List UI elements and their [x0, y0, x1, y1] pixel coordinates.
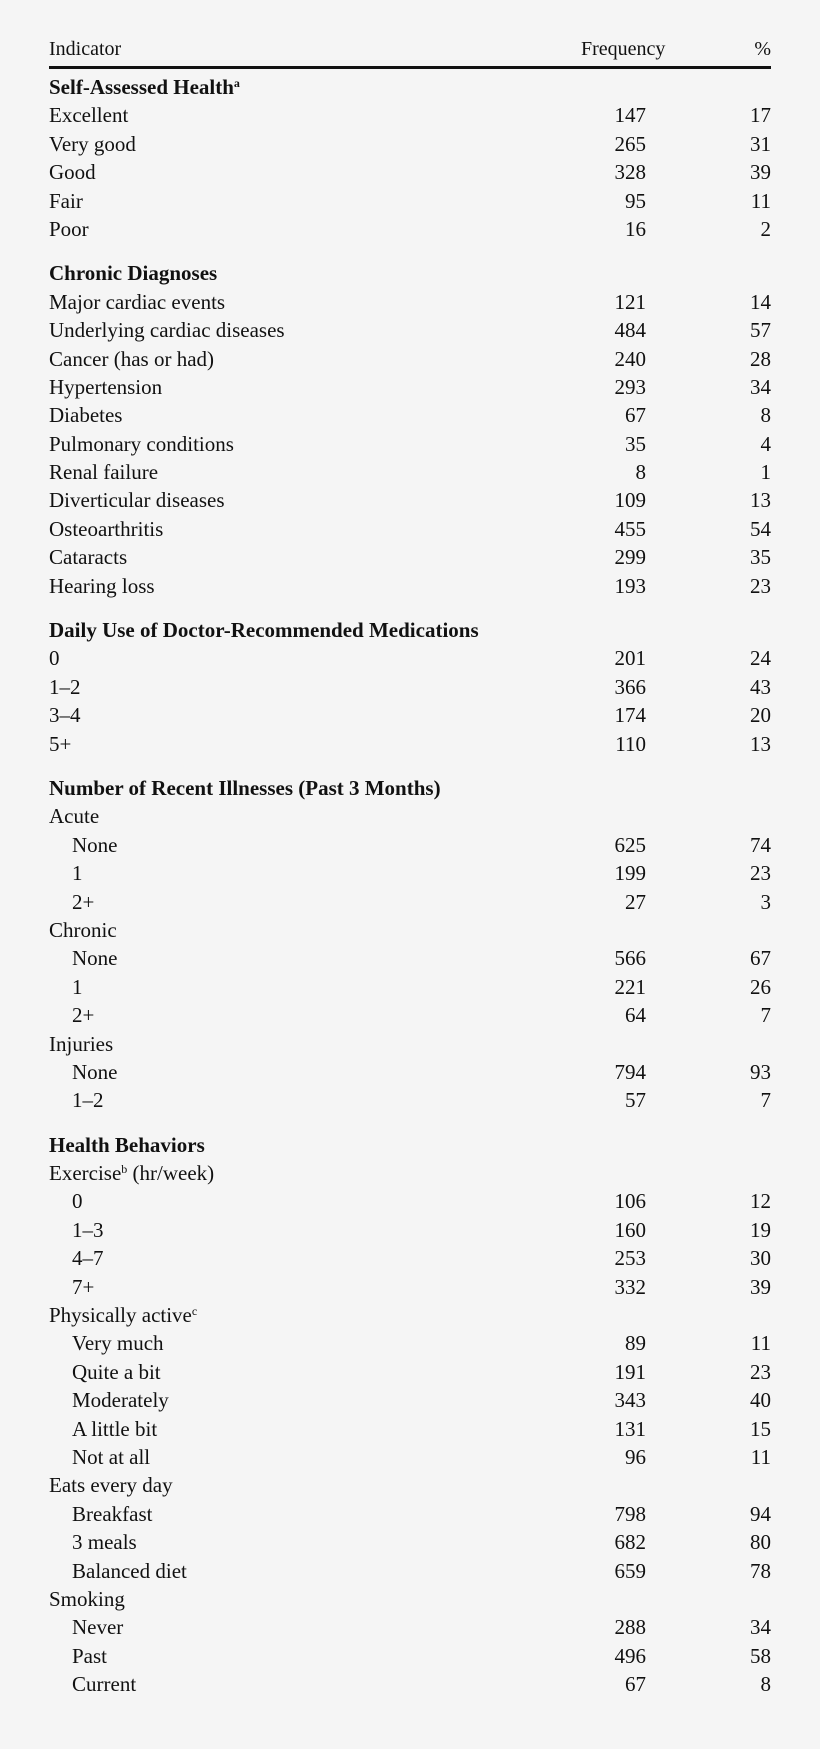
- table-row: [49, 1244, 771, 1272]
- table-row: [49, 1001, 771, 1029]
- footnote-marker: b: [121, 1162, 128, 1177]
- header-percent: %: [754, 38, 771, 60]
- row-frequency: 343: [614, 1388, 646, 1413]
- row-percent: 11: [750, 1444, 771, 1469]
- row-label: Hypertension: [49, 374, 163, 399]
- row-label: Osteoarthritis: [49, 516, 164, 541]
- row-label: 3 meals: [72, 1530, 137, 1555]
- row-label: Physically active$^c$: [49, 1303, 198, 1328]
- row-percent: 20: [750, 703, 771, 728]
- row-percent: 54: [750, 516, 771, 541]
- row-label: Quite a bit: [72, 1359, 161, 1384]
- row-label: Very much: [72, 1331, 164, 1356]
- row-percent: 24: [750, 646, 771, 671]
- row-frequency: 659: [614, 1558, 646, 1583]
- row-label: Major cardiac events: [49, 289, 226, 314]
- table-row: [49, 1159, 771, 1187]
- row-label: 0: [72, 1189, 83, 1214]
- table-row: [49, 916, 771, 944]
- table-row: [49, 1058, 771, 1086]
- row-frequency: 221: [614, 974, 646, 999]
- row-percent: 11: [750, 188, 771, 213]
- row-frequency: 67: [625, 403, 646, 428]
- row-frequency: 57: [625, 1088, 646, 1113]
- row-label: 0: [49, 646, 60, 671]
- row-label: Hearing loss: [49, 573, 155, 598]
- footnote-marker: c: [191, 1304, 198, 1319]
- table-row: [49, 316, 771, 344]
- row-label: Eats every day: [49, 1473, 173, 1498]
- section-title-text: Health Behaviors: [49, 1132, 205, 1157]
- table-row: [49, 430, 771, 458]
- row-frequency: 160: [614, 1217, 646, 1242]
- row-percent: 80: [750, 1530, 771, 1555]
- row-frequency: 96: [625, 1444, 646, 1469]
- row-label: Pulmonary conditions: [49, 431, 234, 456]
- row-percent: 28: [750, 346, 771, 371]
- table-section: [49, 774, 771, 1115]
- row-percent: 23: [750, 1359, 771, 1384]
- row-label: Very good: [49, 131, 136, 156]
- table-row: [49, 1642, 771, 1670]
- row-frequency: 328: [614, 160, 646, 185]
- table-row: [49, 215, 771, 243]
- row-frequency: 484: [614, 318, 646, 343]
- row-frequency: 253: [614, 1246, 646, 1271]
- row-label: Not at all: [72, 1444, 151, 1469]
- row-frequency: 147: [614, 103, 646, 128]
- section-title-text: Number of Recent Illnesses (Past 3 Months): [49, 775, 441, 800]
- table-row: [49, 401, 771, 429]
- row-label: 3–4: [49, 703, 81, 728]
- row-frequency: 35: [625, 431, 646, 456]
- row-frequency: 121: [614, 289, 646, 314]
- table-row: [49, 158, 771, 186]
- row-percent: 67: [750, 946, 771, 971]
- table-row: [49, 1613, 771, 1641]
- row-frequency: 625: [614, 832, 646, 857]
- table-row: [49, 288, 771, 316]
- row-label: Diverticular diseases: [49, 488, 225, 513]
- row-percent: 19: [750, 1217, 771, 1242]
- row-label: None: [72, 1059, 118, 1084]
- row-percent: 7: [760, 1088, 771, 1113]
- row-label: A little bit: [72, 1416, 158, 1441]
- row-percent: 4: [760, 431, 771, 456]
- table-row: [49, 1557, 771, 1585]
- table-row: [49, 572, 771, 600]
- table-row: [49, 1086, 771, 1114]
- row-percent: 7: [760, 1003, 771, 1028]
- row-frequency: 110: [615, 731, 646, 756]
- row-percent: 40: [750, 1388, 771, 1413]
- row-frequency: 106: [614, 1189, 646, 1214]
- row-percent: 94: [750, 1501, 771, 1526]
- row-label: Exercise$^b$ (hr/week): [49, 1161, 215, 1186]
- row-frequency: 366: [614, 674, 646, 699]
- table-row: [49, 1301, 771, 1329]
- footnote-marker: a: [233, 76, 240, 90]
- section-title-text: Daily Use of Doctor-Recommended Medications: [49, 618, 479, 643]
- row-percent: 93: [750, 1059, 771, 1084]
- section-title-text: Chronic Diagnoses: [49, 261, 218, 286]
- table-section: [49, 73, 771, 243]
- row-frequency: 95: [625, 188, 646, 213]
- row-frequency: 109: [614, 488, 646, 513]
- row-frequency: 455: [614, 516, 646, 541]
- row-label: None: [72, 946, 118, 971]
- row-label: 2+: [72, 1003, 95, 1028]
- section-title: [49, 616, 771, 644]
- row-percent: 8: [760, 1672, 771, 1697]
- row-frequency: 199: [614, 861, 646, 886]
- row-label: Balanced diet: [72, 1558, 187, 1583]
- row-percent: 39: [750, 1274, 771, 1299]
- table-section: [49, 259, 771, 600]
- row-frequency: 27: [625, 889, 646, 914]
- row-percent: 43: [750, 674, 771, 699]
- row-label: Good: [49, 160, 96, 185]
- table-row: [49, 130, 771, 158]
- table-section: [49, 616, 771, 758]
- row-frequency: 64: [625, 1003, 646, 1028]
- row-frequency: 191: [614, 1359, 646, 1384]
- row-frequency: 8: [635, 460, 646, 485]
- section-title: [49, 1131, 771, 1159]
- table-row: [49, 730, 771, 758]
- section-title: [49, 774, 771, 802]
- row-frequency: 798: [614, 1501, 646, 1526]
- section-title: [49, 259, 771, 287]
- table-row: [49, 101, 771, 129]
- table-row: [49, 1585, 771, 1613]
- table-row: [49, 1528, 771, 1556]
- row-label: Current: [72, 1672, 137, 1697]
- row-percent: 11: [750, 1331, 771, 1356]
- row-percent: 30: [750, 1246, 771, 1271]
- table-row: [49, 1030, 771, 1058]
- row-label: Renal failure: [49, 460, 159, 485]
- table-row: [49, 1471, 771, 1499]
- row-frequency: 240: [614, 346, 646, 371]
- row-label: Underlying cardiac diseases: [49, 318, 285, 343]
- row-label: 1: [72, 861, 83, 886]
- row-label: Cataracts: [49, 545, 128, 570]
- row-frequency: 67: [625, 1672, 646, 1697]
- row-label: Chronic: [49, 917, 117, 942]
- row-frequency: 201: [614, 646, 646, 671]
- row-label: Moderately: [72, 1388, 169, 1413]
- row-percent: 39: [750, 160, 771, 185]
- table-row: [49, 1443, 771, 1471]
- row-percent: 35: [750, 545, 771, 570]
- row-label: Cancer (has or had): [49, 346, 215, 371]
- row-percent: 3: [760, 889, 771, 914]
- row-percent: 31: [750, 131, 771, 156]
- table-row: [49, 1358, 771, 1386]
- row-label: Poor: [49, 216, 89, 241]
- row-frequency: 332: [614, 1274, 646, 1299]
- row-label: 1: [72, 974, 83, 999]
- row-percent: 34: [750, 374, 771, 399]
- row-percent: 8: [760, 403, 771, 428]
- table-row: [49, 644, 771, 672]
- row-label: Breakfast: [72, 1501, 153, 1526]
- section-title-text: Self-Assessed Health$^a$: [49, 75, 240, 99]
- row-label: Never: [72, 1615, 124, 1640]
- row-percent: 13: [750, 488, 771, 513]
- row-label: Fair: [49, 188, 83, 213]
- table-row: [49, 973, 771, 1001]
- row-frequency: 265: [614, 131, 646, 156]
- row-label: Past: [72, 1643, 108, 1668]
- row-frequency: 682: [614, 1530, 646, 1555]
- table-row: [49, 373, 771, 401]
- row-label: 5+: [49, 731, 72, 756]
- row-percent: 57: [750, 318, 771, 343]
- row-percent: 1: [760, 460, 771, 485]
- row-label: Injuries: [49, 1031, 114, 1056]
- row-percent: 14: [750, 289, 771, 314]
- row-frequency: 496: [614, 1643, 646, 1668]
- table-row: [49, 187, 771, 215]
- header-indicator: Indicator: [49, 38, 122, 60]
- row-percent: 13: [750, 731, 771, 756]
- table-row: [49, 831, 771, 859]
- table-row: [49, 802, 771, 830]
- row-frequency: 174: [614, 703, 646, 728]
- table-row: [49, 888, 771, 916]
- table-row: [49, 1415, 771, 1443]
- row-frequency: 794: [614, 1059, 646, 1084]
- table-row: [49, 1216, 771, 1244]
- table-header: [49, 0, 771, 69]
- row-percent: 23: [750, 573, 771, 598]
- row-label: 1–2: [72, 1088, 104, 1113]
- row-label: Acute: [49, 804, 100, 829]
- table-row: [49, 543, 771, 571]
- table-row: [49, 486, 771, 514]
- table-section: [49, 1131, 771, 1699]
- row-label: Excellent: [49, 103, 129, 128]
- row-frequency: 131: [614, 1416, 646, 1441]
- table-row: [49, 1329, 771, 1357]
- row-label: Smoking: [49, 1586, 125, 1611]
- row-percent: 2: [760, 216, 771, 241]
- table-row: [49, 458, 771, 486]
- header-frequency: Frequency: [581, 38, 666, 60]
- table-row: [49, 515, 771, 543]
- indicator-table: [49, 0, 771, 1698]
- row-frequency: 566: [614, 946, 646, 971]
- table-row: [49, 701, 771, 729]
- row-label: 2+: [72, 889, 95, 914]
- row-label: 4–7: [72, 1246, 104, 1271]
- table-row: [49, 1273, 771, 1301]
- table-body: [49, 73, 771, 1698]
- row-percent: 15: [750, 1416, 771, 1441]
- table-row: [49, 1670, 771, 1698]
- row-percent: 23: [750, 861, 771, 886]
- row-label: 7+: [72, 1274, 95, 1299]
- table-row: [49, 1386, 771, 1414]
- row-percent: 17: [750, 103, 771, 128]
- row-label: 1–2: [49, 674, 81, 699]
- row-percent: 78: [750, 1558, 771, 1583]
- row-frequency: 293: [614, 374, 646, 399]
- row-frequency: 89: [625, 1331, 646, 1356]
- row-frequency: 16: [625, 216, 646, 241]
- row-percent: 26: [750, 974, 771, 999]
- table-row: [49, 1187, 771, 1215]
- table-row: [49, 345, 771, 373]
- table-row: [49, 673, 771, 701]
- row-frequency: 288: [614, 1615, 646, 1640]
- row-label: None: [72, 832, 118, 857]
- row-percent: 34: [750, 1615, 771, 1640]
- row-frequency: 299: [614, 545, 646, 570]
- row-percent: 74: [750, 832, 771, 857]
- row-frequency: 193: [614, 573, 646, 598]
- section-title: [49, 73, 771, 101]
- row-label: 1–3: [72, 1217, 104, 1242]
- table-row: [49, 944, 771, 972]
- row-label: Diabetes: [49, 403, 123, 428]
- row-percent: 12: [750, 1189, 771, 1214]
- table-row: [49, 1500, 771, 1528]
- row-percent: 58: [750, 1643, 771, 1668]
- table-row: [49, 859, 771, 887]
